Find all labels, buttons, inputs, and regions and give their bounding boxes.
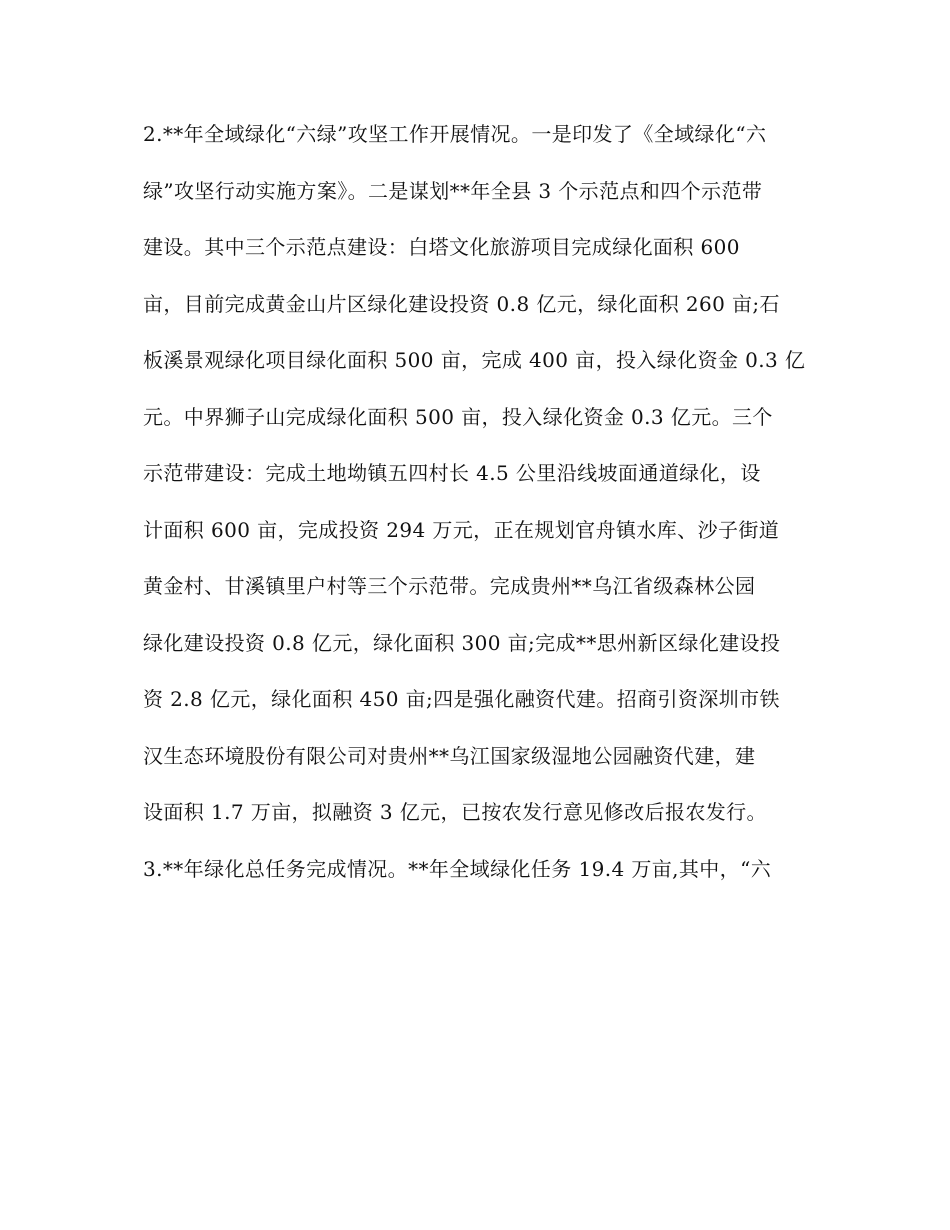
text-line: 计面积 600 亩，完成投资 294 万元，正在规划官舟镇水库、沙子街道 [143,517,780,542]
text-line: 设面积 1.7 万亩，拟融资 3 亿元，已按农发行意见修改后报农发行。 [143,800,767,824]
text-line: 绿化建设投资 0.8 亿元，绿化面积 300 亩;完成**思州新区绿化建设投 [143,630,781,655]
text-line: 元。中界狮子山完成绿化面积 500 亩，投入绿化资金 0.3 亿元。三个 [143,404,773,429]
text-line: 建设。其中三个示范点建设：白塔文化旅游项目完成绿化面积 600 [143,235,740,259]
text-line: 汉生态环境股份有限公司对贵州**乌江国家级湿地公园融资代建，建 [143,743,756,768]
text-line: 亩，目前完成黄金山片区绿化建设投资 0.8 亿元，绿化面积 260 亩;石 [143,291,780,316]
text-line: 绿”攻坚行动实施方案》。二是谋划**年全县 3 个示范点和四个示范带 [143,178,763,203]
body-text [143,124,823,915]
text-line: 板溪景观绿化项目绿化面积 500 亩，完成 400 亩，投入绿化资金 0.3 亿 [143,348,806,372]
text-line: 资 2.8 亿元，绿化面积 450 亩;四是强化融资代建。招商引资深圳市铁 [143,687,780,711]
text-line: 2.**年全域绿化“六绿”攻坚工作开展情况。一是印发了《全域绿化“六 [143,122,767,146]
text-line: 黄金村、甘溪镇里户村等三个示范带。完成贵州**乌江省级森林公园 [143,574,756,598]
text-line: 示范带建设：完成土地坳镇五四村长 4.5 公里沿线坡面通道绿化，设 [143,461,761,485]
text-line: 3.**年绿化总任务完成情况。**年全域绿化任务 19.4 万亩,其中，“六 [143,856,772,881]
